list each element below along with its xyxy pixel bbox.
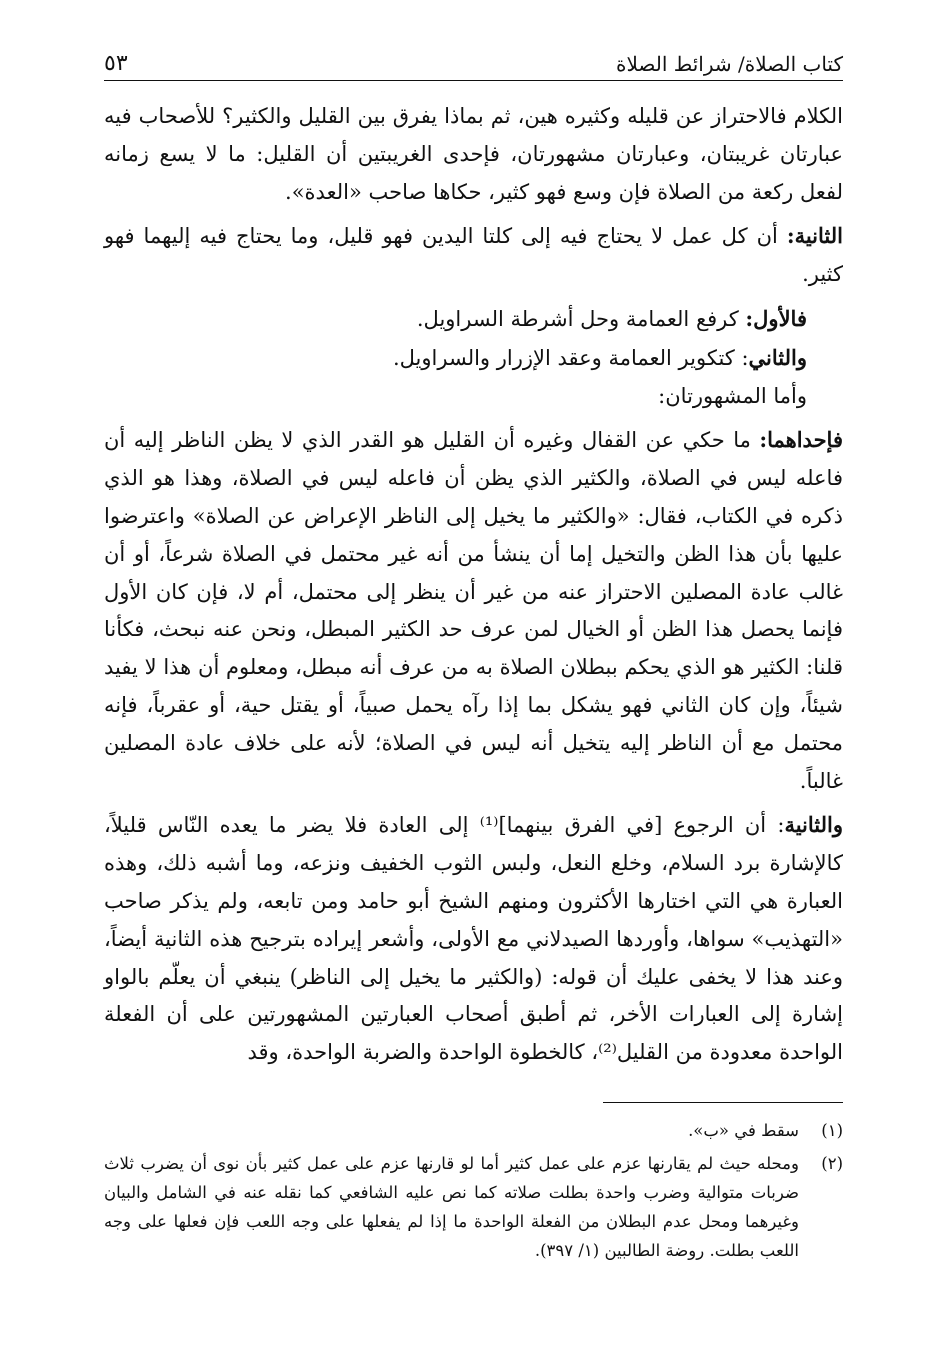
- paragraph-lead: فإحداهما:: [759, 427, 843, 453]
- footnote-number: (١): [821, 1121, 843, 1140]
- footnote-separator: [603, 1102, 843, 1103]
- paragraph-first-famous: [104, 421, 843, 800]
- paragraph-text: ما حكي عن القفال وغيره أن القليل هو القدر الذي لا يظن الناظر إليه أن فاعله ليس في الصلاة، والكثير الذي يظن أن فاعله ليس في الصلاة، وهذا هو الذي ذكره في الكتاب، فقال: «والكثير ما يخيل إلى الناظر الإعراض عن الصلاة» واعترضوا عليها بأن هذا الظن والتخيل إما أن ينشأ من أنه غير محتمل في الصلاة شرعاً، أو أن غالب عادة المصلين الاحتراز عنه من غير أن ينظر إلى محتمل، أم لا، فإن كان الأول فإنما يحصل هذا الظن أو الخيال لمن عرف حد الكثير المبطل، ونحن عنه نبحث، فكأنا قلنا: الكثير هو الذي يحكم ببطلان الصلاة به من عرف أنه مبطل، ومعلوم أن هذا لا يفيد شيئاً، وإن كان الثاني فهو يشكل بما إذا رآه يحمل صبياً، أو يقتل حية، أو عقرباً، فإنه محتمل مع أن الناظر إليه يتخيل أنه ليس في الصلاة؛ لأنه على خلاف عادة المصلين غالباً.: [104, 428, 843, 793]
- paragraph-second-famous: [104, 806, 843, 1072]
- paragraph-text: أن كل عمل لا يحتاج فيه إلى كلتا اليدين فهو قليل، وما يحتاج فيه إليهما فهو كثير.: [104, 224, 843, 287]
- page-number: ٥٣: [104, 51, 128, 76]
- paragraph-second-example: [104, 339, 843, 378]
- paragraph-text: كرفع العمامة وحل أشرطة السراويل.: [416, 306, 746, 331]
- paragraph-lead: والثاني: [748, 344, 807, 370]
- footnote: [104, 1149, 843, 1265]
- paragraph-lead: فالأول:: [745, 305, 807, 331]
- footnote: [104, 1116, 843, 1145]
- paragraph-famous-heading: وأما المشهورتان:: [658, 383, 807, 408]
- paragraph-text: : أن الرجوع [في الفرق بينهما]⁽¹⁾ إلى العادة فلا يضر ما يعده النّاس قليلاً، كالإشارة برد السلام، وخلع النعل، ولبس الثوب الخفيف ونزعه، وما أشبه ذلك، وهذه العبارة هي التي اختارها الأكثرون ومنهم الشيخ أبو حامد ومن تابعه، ولم يذكر صاحب «التهذيب» سواها، وأوردها الصيدلاني مع الأولى، وأشعر إيراده بترجيح هذه الثانية أيضاً، وعند هذا لا يخفى عليك أن قوله: (والكثير ما يخيل إلى الناظر) ينبغي أن يعلّم بالواو إشارة إلى العبارات الأخر، ثم أطبق أصحاب العبارتين المشهورتين على أن الفعلة الواحدة معدودة من القليل⁽²⁾، كالخطوة الواحدة والضربة الواحدة، وقد: [104, 813, 843, 1065]
- paragraph-text: : كتكوير العمامة وعقد الإزرار والسراويل.: [392, 345, 749, 370]
- page-header: [104, 34, 843, 81]
- footnote-text: ومحله حيث لم يقارنها عزم على عمل كثير أما لو قارنها عزم على عمل كثير بأن نوى أن يضرب ثلاث ضربات متوالية وضرب واحدة بطلت صلاته كما نص عليه الشافعي كما نقله عنه في الشامل والبيان وغيرهما ومحل عدم البطلان من الفعلة الواحدة ما إذا لم يفعلها على وجه اللعب فإن فعلها على وجه اللعب بطلت. روضة الطالبين (١/ ٣٩٧).: [104, 1154, 799, 1260]
- paragraph-lead: والثانية: [784, 812, 844, 838]
- running-title: كتاب الصلاة/ شرائط الصلاة: [615, 52, 843, 76]
- footnotes: [104, 1116, 843, 1269]
- paragraph-intro: الكلام فالاحتراز عن قليله وكثيره هين، ثم بماذا يفرق بين القليل والكثير؟ للأصحاب فيه عبارتان غريبتان، وعبارتان مشهورتان، فإحدى الغريبتين أن القليل: ما لا يسع زمانه لفعل ركعة من الصلاة فإن وسع فهو كثير، حكاها صاحب «العدة».: [104, 104, 843, 204]
- footnote-text: سقط في «ب».: [688, 1121, 799, 1140]
- paragraph-lead: الثانية:: [786, 223, 843, 249]
- footnote-number: (٢): [821, 1154, 843, 1173]
- paragraph-first-example: [104, 300, 843, 339]
- paragraph-second-strange: [104, 217, 843, 294]
- main-text: [104, 98, 843, 1072]
